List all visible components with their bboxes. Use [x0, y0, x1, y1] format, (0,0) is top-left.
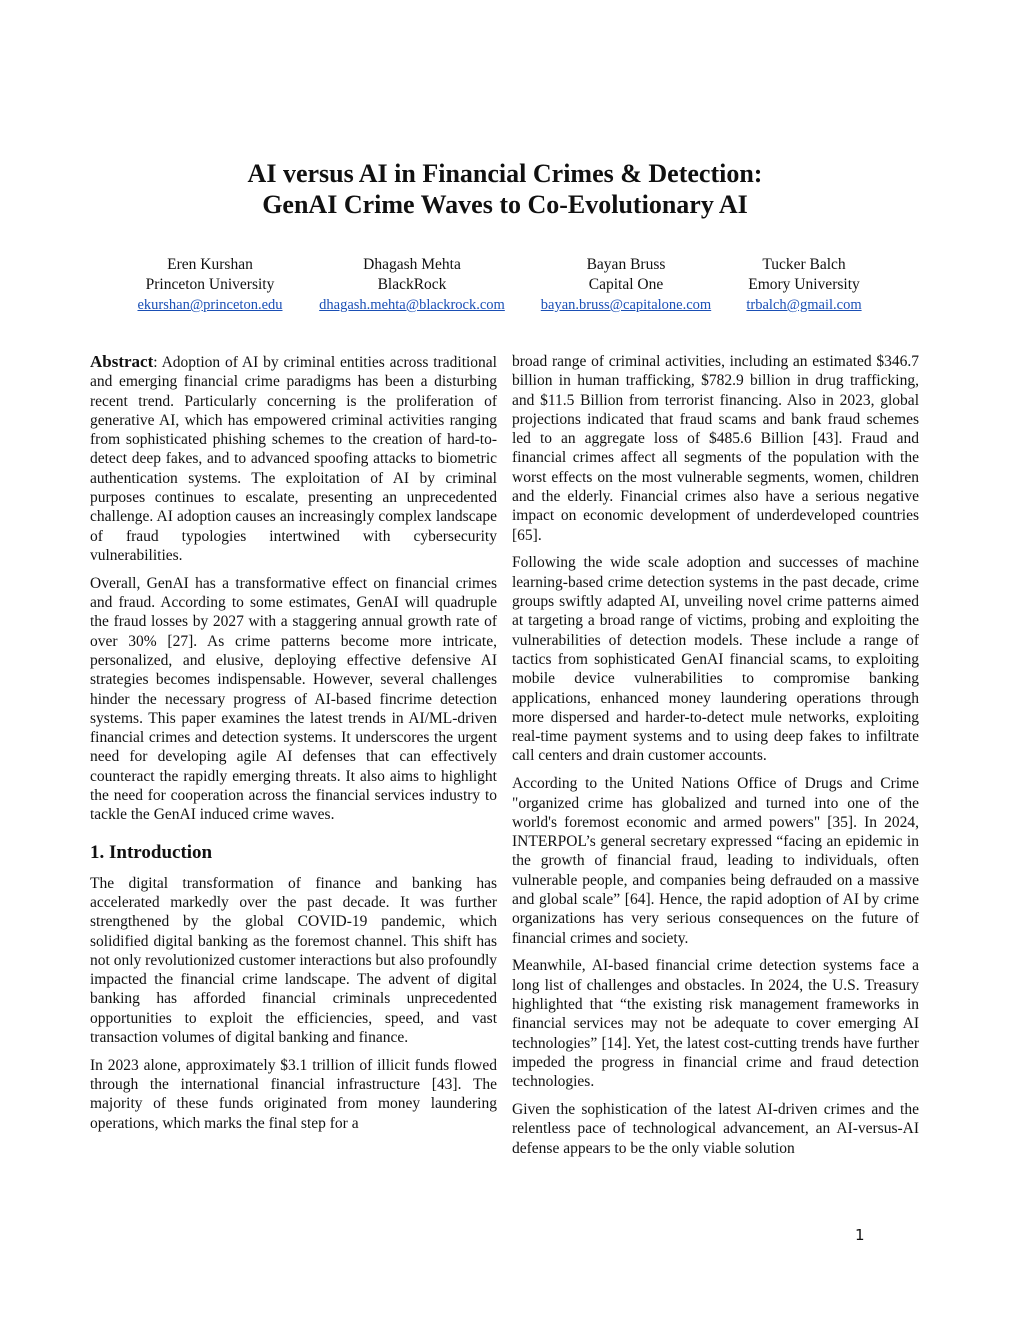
- author-email-link[interactable]: trbalch@gmail.com: [746, 297, 862, 313]
- abstract-paragraph: [90, 352, 497, 565]
- right-column: [512, 352, 919, 1166]
- author-block: [684, 255, 924, 315]
- body-paragraph: Following the wide scale adoption and successes of machine learning-based crime detection systems in the past decade, crime groups swiftly adapted AI, unveiling novel crime patterns aimed at targeting a broad range of victims, probing and exploiting the vulnerabilities of detection models. These include a range of tactics from sophisticated GenAI financial scams, to exploiting mobile device vulnerabilities to compromise banking applications, enhanced money laundering operations through more dispersed and harder-to-detect mule networks, exploiting real-time payment systems and to using deep fakes to infiltrate call centers and drain customer accounts.: [512, 554, 919, 765]
- body-paragraph: Meanwhile, AI-based financial crime detection systems face a long list of challenges and obstacles. In 2024, the U.S. Treasury highlighted that “the existing risk management frameworks in financial services may not be adequate to cover emerging AI technologies” [14]. Yet, the latest cost-cutting trends have further impeded the progress in financial crime and fraud detection technologies.: [512, 957, 919, 1091]
- left-column: [90, 352, 497, 1141]
- title-line-2: GenAI Crime Waves to Co-Evolutionary AI: [262, 190, 748, 219]
- author-affiliation: BlackRock: [377, 276, 447, 293]
- body-paragraph: In 2023 alone, approximately $3.1 trillion of illicit funds flowed through the international financial infrastructure [43]. The majority of these funds originated from money laundering operations, which marks the final step for a: [90, 1056, 497, 1132]
- abstract-text: : Adoption of AI by criminal entities across traditional and emerging financial crime paradigms has been a disturbing recent trend. Particularly concerning is the proliferation of generative AI, which has empowered criminal activities ranging from sophisticated phishing schemes to the creation of hard-to-detect deep fakes, and to advanced spoofing attacks to biometric authentication systems. The exploitation of AI by criminal purposes continues to escalate, presenting an unprecedented challenge. AI adoption causes an increasingly complex landscape of fraud typologies intertwined with cybersecurity vulnerabilities.: [90, 354, 497, 564]
- body-paragraph: broad range of criminal activities, including an estimated $346.7 billion in human trafficking, $782.9 billion in drug trafficking, and $11.5 Billion from terrorist financing. Also in 2023, global projections indicated that fraud scams and bank fraud schemes led to an aggregate loss of $485.6 Billion [43]. Fraud and financial crimes affect all segments of the population with the worst effects on the most vulnerable segments, women, children and the elderly. Financial crimes also have a serious negative impact on economic development of underdeveloped countries [65].: [512, 353, 919, 544]
- author-affiliation: Capital One: [588, 276, 664, 293]
- author-affiliation: Emory University: [748, 276, 860, 293]
- author-affiliation: Princeton University: [145, 276, 275, 293]
- author-email-link[interactable]: bayan.bruss@capitalone.com: [540, 297, 712, 313]
- author-block: [292, 255, 532, 315]
- author-name: Dhagash Mehta: [363, 256, 461, 273]
- section-heading-introduction: 1. Introduction: [90, 841, 213, 863]
- page-number: 1: [855, 1226, 865, 1244]
- author-name: Tucker Balch: [762, 256, 846, 273]
- abstract-paragraph-2: Overall, GenAI has a transformative effect on financial crimes and fraud. According to some estimates, GenAI will quadruple the fraud losses by 2027 with a staggering annual growth rate of over 30% [27]. As crime patterns become more intricate, personalized, and elusive, deploying effective defensive AI strategies becomes indispensable. However, several challenges hinder the necessary progress of AI-based fincrime detection systems. This paper examines the latest trends in AI/ML-driven financial crimes and detection systems. It underscores the urgent need for developing agile AI defenses that can effectively counteract the rapidly emerging threats. It also aims to highlight the need for cooperation across the financial services industry to tackle the GenAI induced crime waves.: [90, 574, 497, 824]
- author-email-link[interactable]: dhagash.mehta@blackrock.com: [319, 297, 505, 313]
- body-paragraph: The digital transformation of finance and banking has accelerated markedly over the past decade. It was further strengthened by the global COVID-19 pandemic, which solidified digital banking as the foremost channel. This shift has not only revolutionized customer interactions but also profoundly impacted the financial crime landscape. The advent of digital banking has afforded financial criminals unprecedented opportunities to exploit the efficiencies, speed, and vast transaction volumes of digital banking and finance.: [90, 874, 497, 1046]
- paper-title: [0, 158, 1010, 220]
- body-paragraph: According to the United Nations Office of Drugs and Crime "organized crime has globalized and turned into one of the world's foremost economic and armed powers" [35]. In 2024, INTERPOL’s general secretary expressed “facing an epidemic in the growth of financial fraud, leading to individuals, often vulnerable people, and companies being defrauded on a massive and global scale” [64]. Hence, the rapid adoption of AI by crime organizations has very serious consequences on the future of financial crimes and society.: [512, 775, 919, 947]
- author-name: Bayan Bruss: [586, 256, 666, 273]
- author-email-link[interactable]: ekurshan@princeton.edu: [137, 297, 283, 313]
- author-name: Eren Kurshan: [167, 256, 253, 273]
- title-line-1: AI versus AI in Financial Crimes & Detection:: [247, 159, 763, 188]
- body-paragraph: Given the sophistication of the latest AI-driven crimes and the relentless pace of technological advancement, an AI-versus-AI defense appears to be the only viable solution: [512, 1100, 919, 1157]
- abstract-label: Abstract: [90, 352, 154, 371]
